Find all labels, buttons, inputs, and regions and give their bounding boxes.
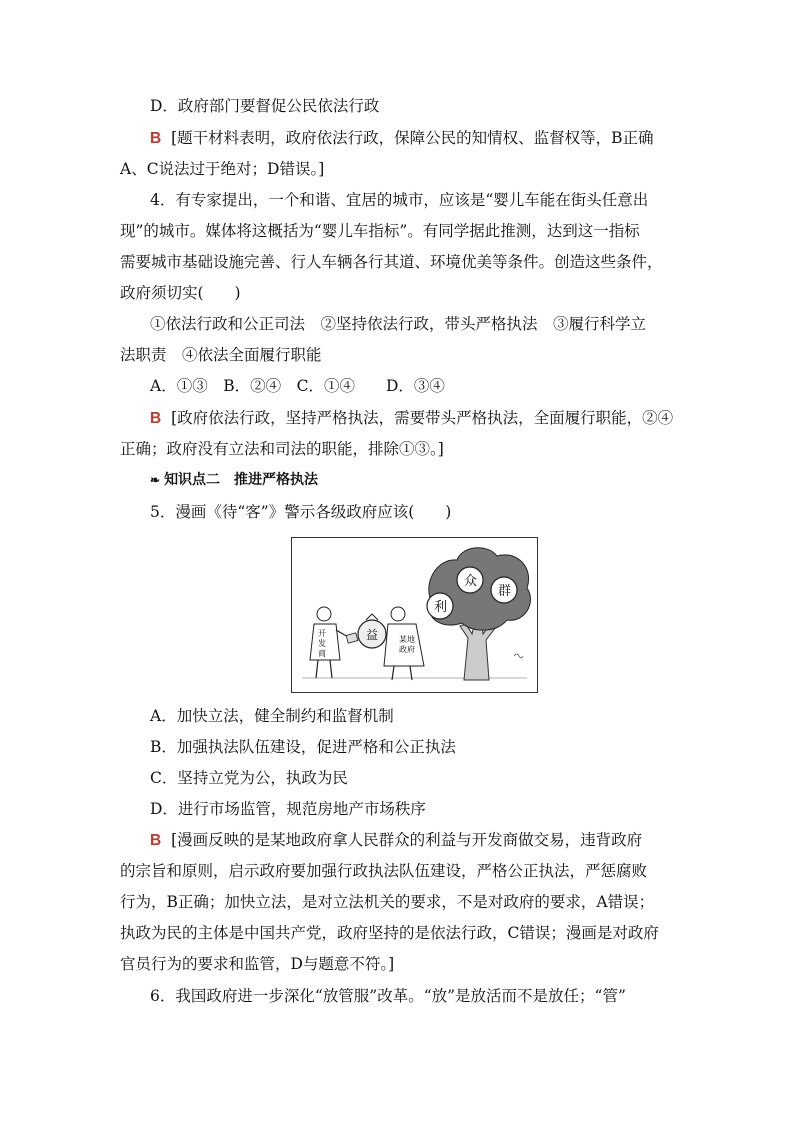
answer-q5: B [漫画反映的是某地政府拿人民群众的利益与开发商做交易，违背政府 bbox=[150, 831, 643, 849]
section-mark-icon: ❧ bbox=[150, 473, 161, 487]
fruit-li-label: 利 bbox=[434, 600, 448, 615]
section-heading: ❧ 知识点二 推进严格执法 bbox=[150, 472, 319, 488]
cartoon-drawing bbox=[292, 538, 537, 692]
option-c-q5: C．坚持立党为公，执政为民 bbox=[150, 769, 348, 787]
cartoon-image bbox=[291, 537, 538, 693]
answer-q4-cont: 正确；政府没有立法和司法的职能，排除①③。] bbox=[120, 440, 444, 458]
developer-label-3: 商 bbox=[318, 649, 326, 658]
question-4-statements-cont: 法职责 ④依法全面履行职能 bbox=[120, 346, 322, 364]
question-4-line3: 需要城市基础设施完善、行人车辆各行其道、环境优美等条件。创造这些条件， bbox=[120, 253, 663, 271]
question-6: 6．我国政府进一步深化“放管服”改革。“放”是放活而不是放任；“管” bbox=[150, 987, 626, 1005]
developer-label-2: 发 bbox=[318, 639, 326, 648]
answer-q5-line3: 行为，B正确；加快立法，是对立法机关的要求，不是对政府的要求，A错误； bbox=[120, 893, 655, 911]
question-4-line4: 政府须切实( ) bbox=[120, 284, 241, 302]
question-5: 5．漫画《待“客”》警示各级政府应该( ) bbox=[150, 503, 452, 521]
sack-label: 益 bbox=[366, 628, 379, 642]
answer-key: B bbox=[150, 410, 162, 427]
sack-tie bbox=[366, 614, 378, 620]
fruit-qun-label: 群 bbox=[498, 584, 512, 599]
option-d-q3: D．政府部门要督促公民依法行政 bbox=[150, 97, 380, 115]
answer-q5-line2: 的宗旨和原则，启示政府要加强行政执法队伍建设，严格公正执法，严惩腐败 bbox=[120, 862, 648, 880]
question-4-statements: ①依法行政和公正司法 ②坚持依法行政，带头严格执法 ③履行科学立 bbox=[150, 315, 647, 333]
official-label-2: 政府 bbox=[399, 645, 415, 654]
fruit-zhong-label: 众 bbox=[464, 574, 478, 589]
question-4: 4．有专家提出，一个和谐、宜居的城市，应该是“婴儿车能在街头任意出 bbox=[150, 191, 649, 209]
question-4-line2: 现”的城市。媒体将这概括为“婴儿车指标”。有同学据此推测，达到这一指标 bbox=[120, 222, 640, 240]
question-4-options: A．①③ B．②④ C．①④ D．③④ bbox=[150, 377, 445, 395]
answer-key: B bbox=[150, 832, 162, 849]
answer-q5-line5: 官员行为的要求和监管，D与题意不符。] bbox=[120, 955, 395, 973]
answer-q5-line4: 执政为民的主体是中国共产党，政府坚持的是依法行政，C错误；漫画是对政府 bbox=[120, 924, 659, 942]
answer-key: B bbox=[150, 130, 162, 147]
official-label-1: 某地 bbox=[399, 635, 415, 644]
answer-q3: B [题干材料表明，政府依法行政，保障公民的知情权、监督权等，B正确 bbox=[150, 129, 654, 147]
answer-q4: B [政府依法行政，坚持严格执法，需要带头严格执法，全面履行职能，②④ bbox=[150, 409, 674, 427]
artist-signature bbox=[514, 654, 523, 658]
option-b-q5: B．加强执法队伍建设，促进严格和公正执法 bbox=[150, 738, 456, 756]
answer-q3-cont: A、C说法过于绝对；D错误。] bbox=[120, 160, 325, 178]
option-d-q5: D．进行市场监管，规范房地产市场秩序 bbox=[150, 800, 426, 818]
developer-label-1: 开 bbox=[318, 629, 326, 638]
option-a-q5: A．加快立法，健全制约和监督机制 bbox=[150, 707, 394, 725]
